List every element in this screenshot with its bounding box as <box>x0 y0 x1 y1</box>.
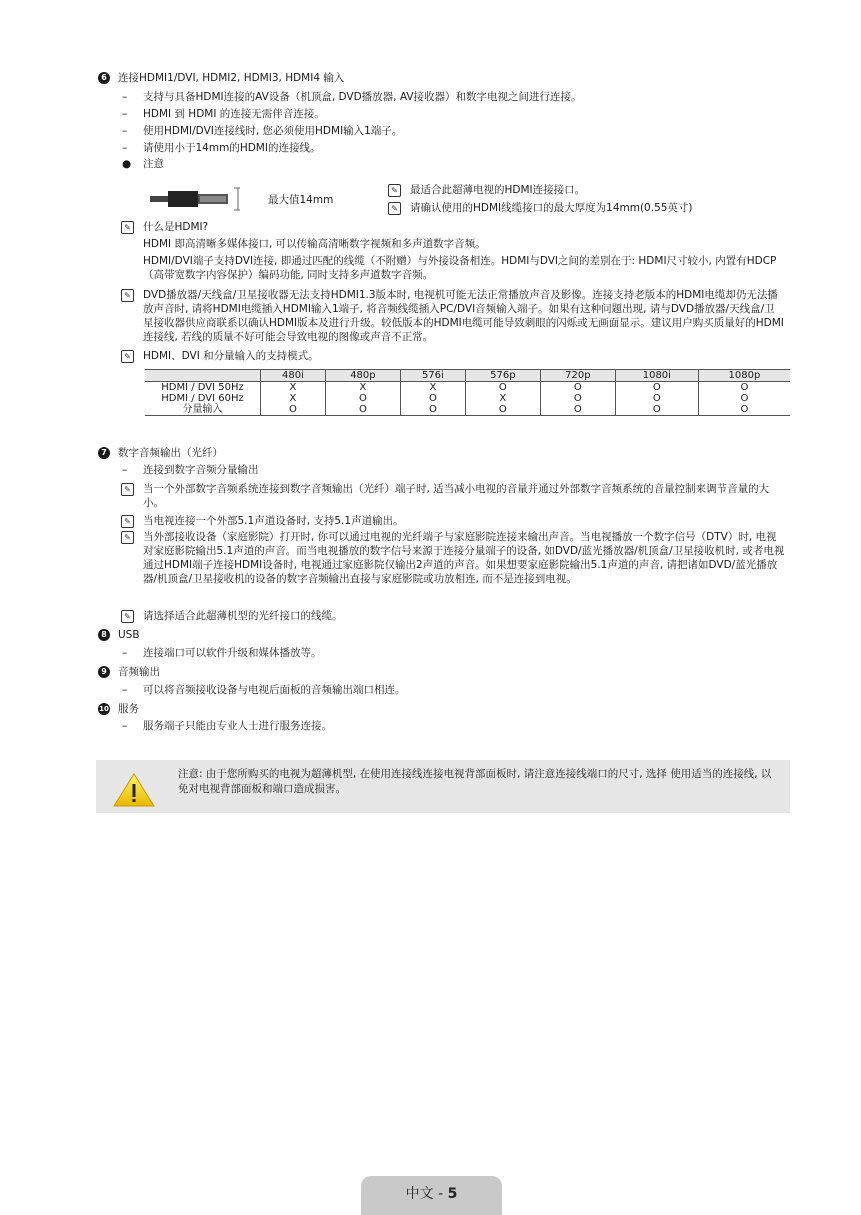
dash-marker: – <box>122 684 128 696</box>
warning-icon <box>112 772 156 808</box>
note-text: 请选择适合此超薄机型的光纤接口的线缆。 <box>143 610 343 622</box>
table-cell: O <box>325 404 400 416</box>
note-icon: ✎ <box>388 184 401 197</box>
list-item: HDMI 到 HDMI 的连接无需伴音连接。 <box>143 108 325 120</box>
table-cell: O <box>465 404 540 416</box>
list-item: 连接端口可以软件升级和媒体播放等。 <box>143 647 322 659</box>
max-thickness-label: 最大值14mm <box>268 194 334 206</box>
list-item: 支持与具备HDMI连接的AV设备（机顶盒, DVD播放器, AV接收器）和数字电视之间进行连接。 <box>143 91 582 103</box>
dash-marker: – <box>122 720 128 732</box>
note-text: 当外部接收设备（家庭影院）打开时, 你可以通过电视的光纤端子与家庭影院连接来输出声音。当电视播放一个数字信号（DTV）时, 电视对家庭影院输出5.1声道的声音。而当电视播放的数字信号来源于连接分量端子的设备, 如DVD/蓝光播放器/机顶盒/卫星接收机时, 或者电视通过HDMI端子连接HDMI设备时, 电视通过家庭影院仅输出2声道的声音。如果想要家庭影院输出5.1声道的声音, 请把诸如DVD/蓝光播放器/机顶盒/卫星接收机的设备的数字音频输出直接与家庭影院或功放相连, 而不是连接到电视。 <box>143 531 785 585</box>
note-text: 请确认使用的HDMI线缆接口的最大厚度为14mm(0.55英寸) <box>410 202 693 214</box>
table-cell: O <box>615 393 698 404</box>
dash-marker: – <box>122 647 128 659</box>
table-cell: X <box>400 382 465 394</box>
list-item: 服务端子只能由专业人士进行服务连接。 <box>143 720 332 732</box>
table-row <box>145 393 790 404</box>
table-cell: O <box>615 404 698 416</box>
table-cell: O <box>465 382 540 394</box>
table-header <box>145 370 261 382</box>
table-cell: O <box>615 382 698 394</box>
table-header: 480p <box>325 370 400 382</box>
note-text: DVD播放器/天线盒/卫星接收器无法支持HDMI1.3版本时, 电视机可能无法正常播放声音及影像。连接支持老版本的HDMI电缆却仍无法播放声音时, 请将HDMI电缆插入HDMI输入1端子, 将音频线缆插入PC/DVI音频输入端子。如果有这种问题出现, 请与DVD播放器/天线盒/卫星接收器供应商联系以确认HDMI版本及进行升级。较低版本的HDMI电缆可能导致刺眼的闪烁或无画面显示。建议用户购买质量好的HDMI连接线, 若线的质量不好可能会导致电视的图像或声音不正常。 <box>143 289 784 343</box>
supported-modes-table <box>145 369 790 416</box>
table-cell: O <box>400 404 465 416</box>
table-header: 1080p <box>698 370 790 382</box>
table-cell: O <box>540 404 615 416</box>
table-cell: 分量输入 <box>145 404 261 416</box>
section-title-optical: 数字音频输出（光纤） <box>118 447 223 459</box>
note-icon: ✎ <box>121 350 134 363</box>
table-cell: O <box>540 393 615 404</box>
table-cell: O <box>400 393 465 404</box>
paragraph: HDMI/DVI端子支持DVI连接, 即通过匹配的线缆（不附赠）与外接设备相连。HDMI与DVI之间的差别在于: HDMI尺寸较小, 内置有HDCP（高带宽数字内容保护）编码功能, 同时支持多声道数字音频。 <box>143 255 777 281</box>
section-number-8: 8 <box>98 629 110 641</box>
note-icon: ✎ <box>388 202 401 215</box>
note-text: 最适合此超薄电视的HDMI连接接口。 <box>410 184 586 196</box>
table-cell: O <box>540 382 615 394</box>
dash-marker: – <box>122 108 128 120</box>
note-text: HDMI、DVI 和分量输入的支持模式。 <box>143 350 319 362</box>
table-cell: O <box>698 404 790 416</box>
table-header-row <box>145 370 790 382</box>
note-icon: ✎ <box>121 515 134 528</box>
dash-marker: – <box>122 464 128 476</box>
list-item: 请使用小于14mm的HDMI的连接线。 <box>143 142 321 154</box>
section-title-hdmi: 连接HDMI1/DVI, HDMI2, HDMI3, HDMI4 输入 <box>118 72 345 84</box>
note-icon: ✎ <box>121 289 134 302</box>
table-header: 1080i <box>615 370 698 382</box>
section-number-9: 9 <box>98 666 110 678</box>
section-number-7: 7 <box>98 447 110 459</box>
note-icon: ✎ <box>121 221 134 234</box>
dash-marker: – <box>122 91 128 103</box>
table-cell: X <box>261 382 326 394</box>
table-cell: X <box>325 382 400 394</box>
paragraph: HDMI 即高清晰多媒体接口, 可以传输高清晰数字视频和多声道数字音频。 <box>143 238 486 250</box>
table-row <box>145 404 790 416</box>
table-cell: X <box>261 393 326 404</box>
section-number-10: 10 <box>99 705 109 713</box>
table-header: 576i <box>400 370 465 382</box>
note-icon: ✎ <box>121 610 134 623</box>
list-item: 可以将音频接收设备与电视后面板的音频输出端口相连。 <box>143 684 406 696</box>
section-title-usb: USB <box>118 629 140 641</box>
note-heading: 注意 <box>143 158 164 170</box>
footer-language: 中文 - <box>405 1186 448 1202</box>
table-header: 576p <box>465 370 540 382</box>
list-item: 使用HDMI/DVI连接线时, 您必须使用HDMI输入1端子。 <box>143 125 403 137</box>
note-icon: ✎ <box>121 483 134 496</box>
table-cell: O <box>698 382 790 394</box>
section-title-service: 服务 <box>118 703 139 715</box>
table-header: 480i <box>261 370 326 382</box>
table-cell: O <box>261 404 326 416</box>
note-icon: ✎ <box>121 531 134 544</box>
dash-marker: – <box>122 142 128 154</box>
table-cell: X <box>465 393 540 404</box>
table-cell: HDMI / DVI 60Hz <box>161 393 244 404</box>
bullet-marker: ● <box>122 158 132 170</box>
caution-box <box>96 760 790 813</box>
section-number-6: 6 <box>98 72 110 84</box>
table-row <box>145 382 790 394</box>
note-text: 当电视连接一个外部5.1声道设备时, 支持5.1声道输出。 <box>143 515 404 527</box>
table-cell: O <box>698 393 790 404</box>
hdmi-cable-icon <box>150 186 240 212</box>
dash-marker: – <box>122 125 128 137</box>
note-text: 什么是HDMI? <box>143 221 209 233</box>
page-footer <box>361 1176 502 1215</box>
table-cell: HDMI / DVI 50Hz <box>161 382 244 393</box>
list-item: 连接到数字音频分量输出 <box>143 464 259 476</box>
caution-text: 注意: 由于您所购买的电视为超薄机型, 在使用连接线连接电视背部面板时, 请注意连接线端口的尺寸, 选择 使用适当的连接线, 以免对电视背部面板和端口造成损害。 <box>178 768 772 795</box>
table-header: 720p <box>540 370 615 382</box>
table-cell: O <box>325 393 400 404</box>
note-text: 当一个外部数字音频系统连接到数字音频输出（光纤）端子时, 适当减小电视的音量并通过外部数字音频系统的音量控制来调节音量的大小。 <box>143 483 770 509</box>
section-title-audio-out: 音频输出 <box>118 666 160 678</box>
page-number: 5 <box>447 1186 458 1202</box>
